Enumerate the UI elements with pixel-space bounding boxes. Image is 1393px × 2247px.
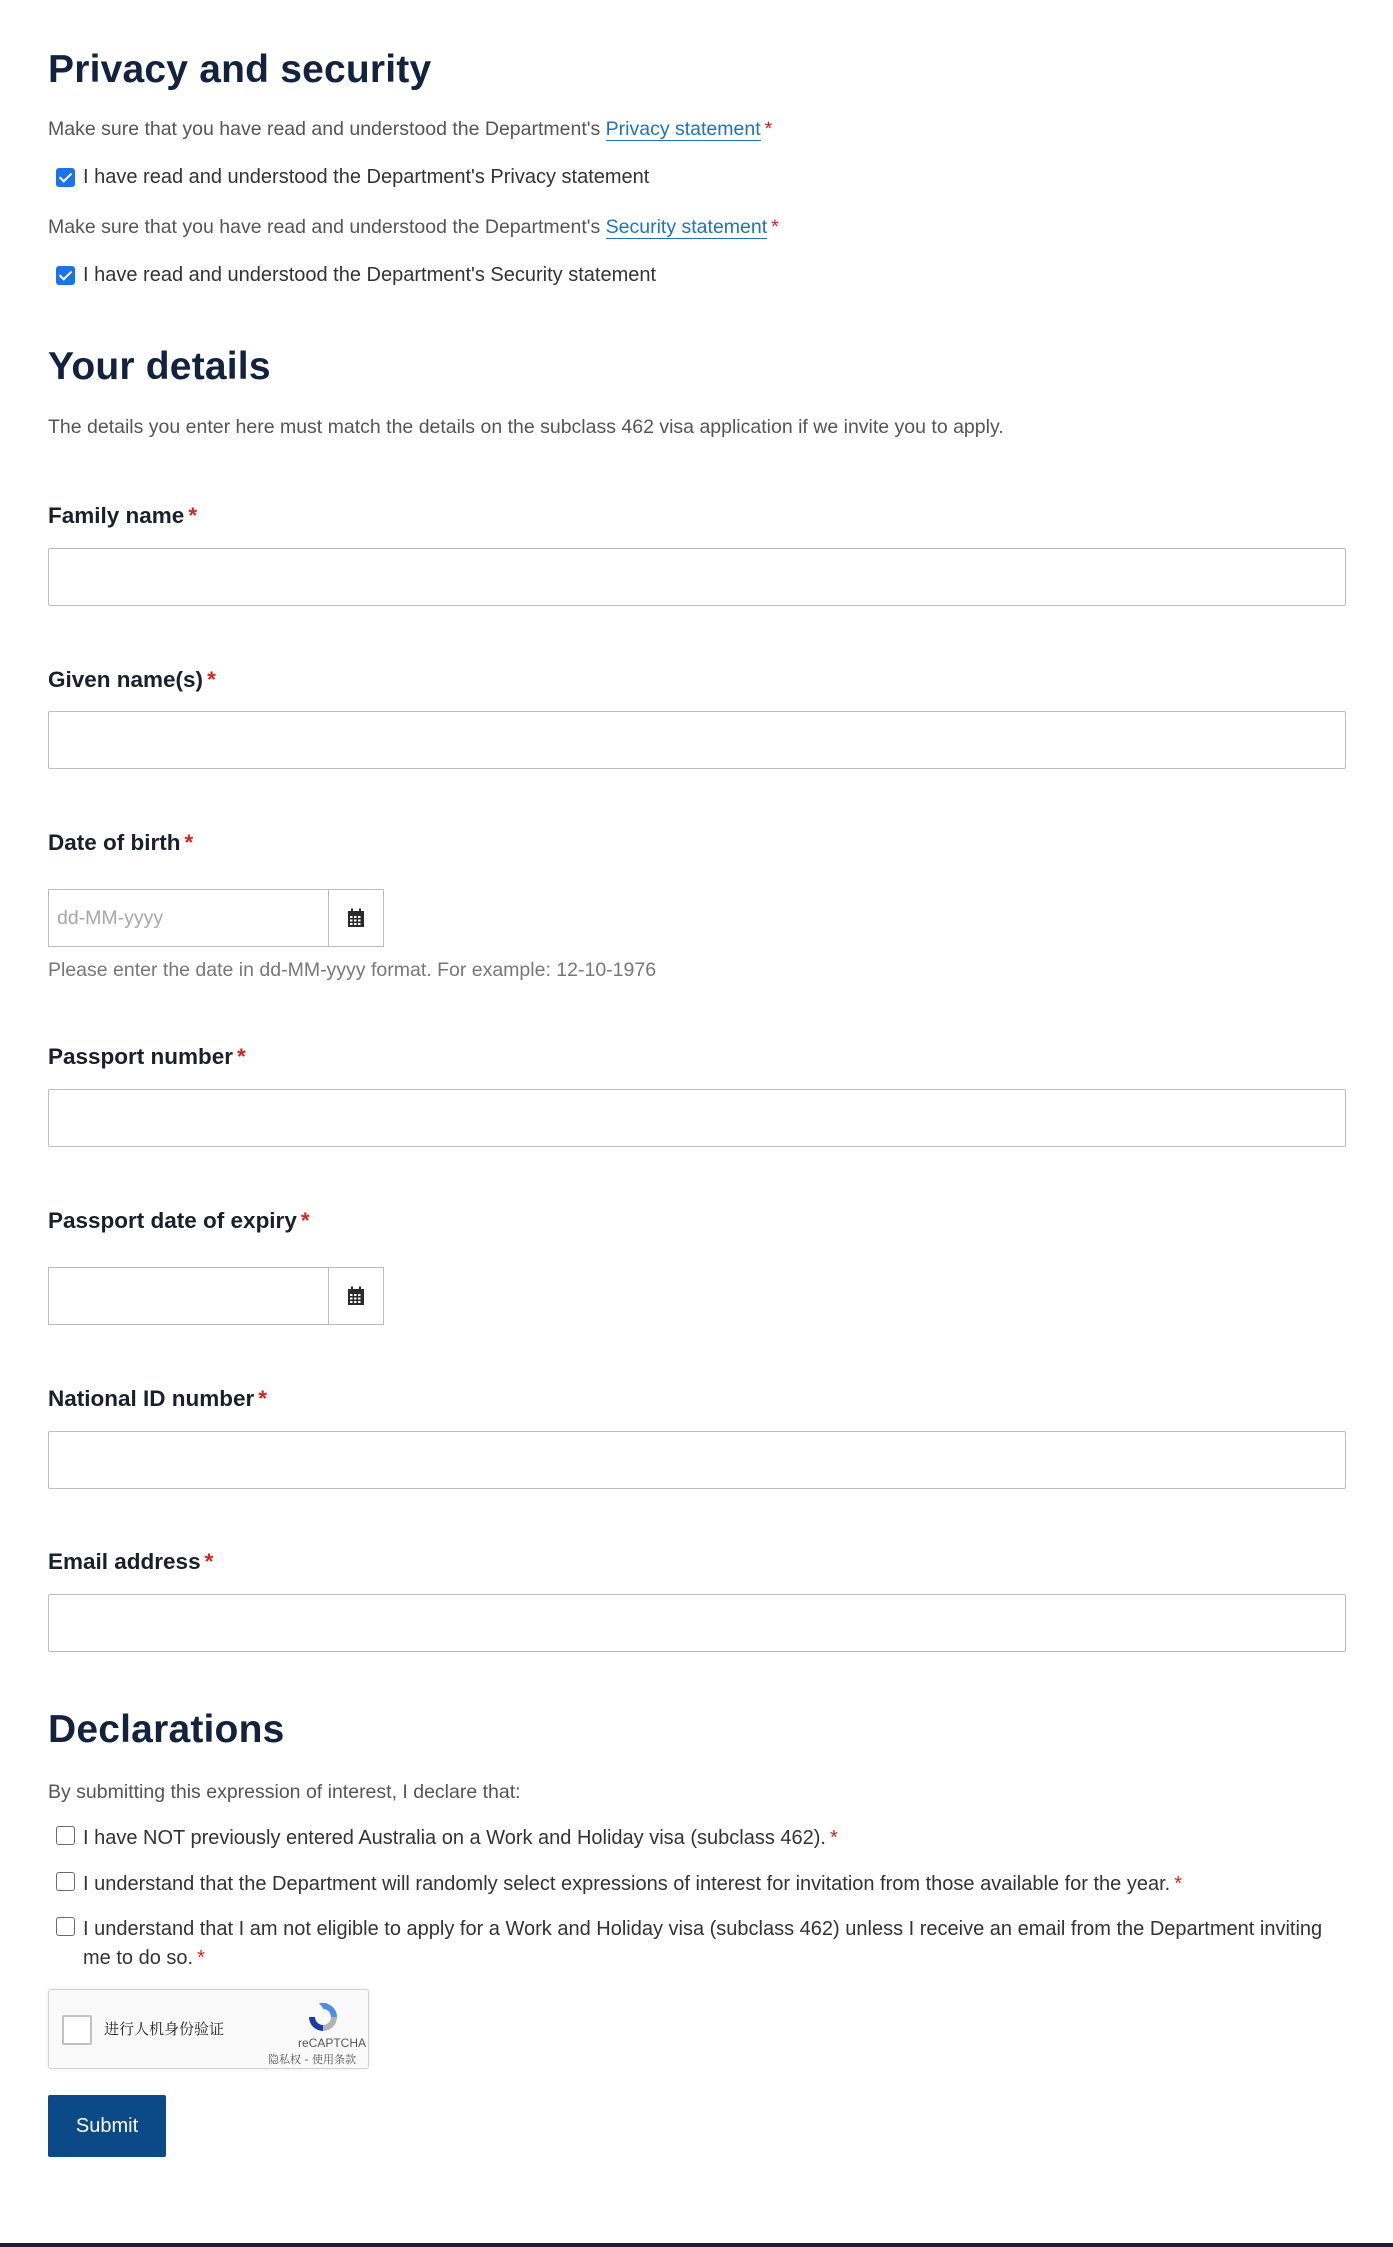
security-checkbox-label: I have read and understood the Department's Security statement xyxy=(83,264,657,286)
given-names-label xyxy=(48,667,216,693)
declaration-checkbox[interactable] xyxy=(56,1826,75,1845)
privacy-security-heading: Privacy and security xyxy=(48,48,432,91)
security-intro-text: Make sure that you have read and understood the Department's xyxy=(48,216,606,238)
family-name-label-text: Family name xyxy=(48,503,185,528)
your-details-intro: The details you enter here must match the details on the subclass 462 visa application if we invite you to apply. xyxy=(48,416,1004,438)
national-id-label xyxy=(48,1386,267,1412)
email-label-text: Email address xyxy=(48,1549,201,1574)
passport-number-label-text: Passport number xyxy=(48,1044,234,1069)
required-marker: * xyxy=(764,118,773,140)
required-marker: * xyxy=(197,1947,205,1969)
declaration-text-content: I understand that the Department will randomly select expressions of interest for invitation from those available for the year. xyxy=(83,1873,1171,1895)
privacy-checkbox-label: I have read and understood the Department's Privacy statement xyxy=(83,166,650,188)
required-marker: * xyxy=(1174,1873,1183,1895)
national-id-input[interactable] xyxy=(48,1431,1346,1489)
recaptcha-label: 进行人机身份验证 xyxy=(104,2020,225,2038)
footer-divider xyxy=(0,2243,1393,2247)
privacy-intro-text: Make sure that you have read and understood the Department's xyxy=(48,118,606,140)
dob-field xyxy=(48,889,384,947)
declaration-item[interactable] xyxy=(56,1824,1336,1853)
declaration-text xyxy=(83,1824,838,1853)
passport-expiry-input[interactable] xyxy=(48,1267,328,1325)
privacy-statement-link[interactable]: Privacy statement xyxy=(605,118,761,140)
dob-label xyxy=(48,830,193,856)
email-input[interactable] xyxy=(48,1594,1346,1652)
required-marker: * xyxy=(258,1386,268,1411)
privacy-checkbox-row[interactable] xyxy=(56,166,649,189)
your-details-heading: Your details xyxy=(48,345,271,388)
required-marker: * xyxy=(829,1827,838,1849)
required-marker: * xyxy=(300,1208,310,1233)
required-marker: * xyxy=(204,1549,214,1574)
family-name-input[interactable] xyxy=(48,548,1346,606)
recaptcha-logo-icon xyxy=(306,2000,340,2034)
declaration-checkbox[interactable] xyxy=(56,1917,75,1936)
calendar-icon xyxy=(347,1286,365,1306)
passport-expiry-label-text: Passport date of expiry xyxy=(48,1208,297,1233)
declaration-text xyxy=(83,1870,1182,1899)
declarations-heading: Declarations xyxy=(48,1708,285,1751)
passport-expiry-field xyxy=(48,1267,384,1325)
dob-calendar-button[interactable] xyxy=(328,889,384,947)
given-names-label-text: Given name(s) xyxy=(48,667,204,692)
required-marker: * xyxy=(184,830,194,855)
required-marker: * xyxy=(207,667,216,692)
required-marker: * xyxy=(237,1044,246,1069)
passport-expiry-calendar-button[interactable] xyxy=(328,1267,384,1325)
given-names-input[interactable] xyxy=(48,711,1346,769)
privacy-checkbox[interactable] xyxy=(56,168,75,187)
declaration-item[interactable] xyxy=(56,1915,1336,1973)
recaptcha-checkbox[interactable] xyxy=(62,2015,92,2045)
submit-button[interactable]: Submit xyxy=(48,2095,166,2157)
required-marker: * xyxy=(188,503,198,528)
passport-number-input[interactable] xyxy=(48,1089,1346,1147)
security-checkbox-row[interactable] xyxy=(56,264,656,287)
security-intro xyxy=(48,216,779,239)
declaration-text-content: I understand that I am not eligible to apply for a Work and Holiday visa (subclass 462) unless I receive an email from the Department inviting me to do so. xyxy=(83,1918,1323,1969)
declaration-text xyxy=(83,1915,1336,1973)
calendar-icon xyxy=(347,908,365,928)
recaptcha-brand: reCAPTCHA xyxy=(297,2036,366,2050)
security-checkbox[interactable] xyxy=(56,266,75,285)
declaration-checkbox[interactable] xyxy=(56,1872,75,1891)
email-label xyxy=(48,1549,213,1575)
dob-label-text: Date of birth xyxy=(48,830,181,855)
required-marker: * xyxy=(771,216,779,238)
passport-expiry-label xyxy=(48,1208,310,1234)
privacy-intro xyxy=(48,118,772,141)
recaptcha-widget xyxy=(48,1989,369,2069)
declaration-item[interactable] xyxy=(56,1870,1336,1899)
national-id-label-text: National ID number xyxy=(48,1386,255,1411)
family-name-label xyxy=(48,503,197,529)
security-statement-link[interactable]: Security statement xyxy=(605,216,768,238)
dob-help-text: Please enter the date in dd-MM-yyyy format. For example: 12-10-1976 xyxy=(48,959,657,981)
declaration-text-content: I have NOT previously entered Australia on a Work and Holiday visa (subclass 462). xyxy=(83,1827,826,1849)
recaptcha-terms[interactable]: 隐私权 - 使用条款 xyxy=(268,2053,356,2066)
declarations-intro: By submitting this expression of interest, I declare that: xyxy=(48,1781,521,1803)
dob-input[interactable]: dd-MM-yyyy xyxy=(48,889,328,947)
passport-number-label xyxy=(48,1044,246,1070)
